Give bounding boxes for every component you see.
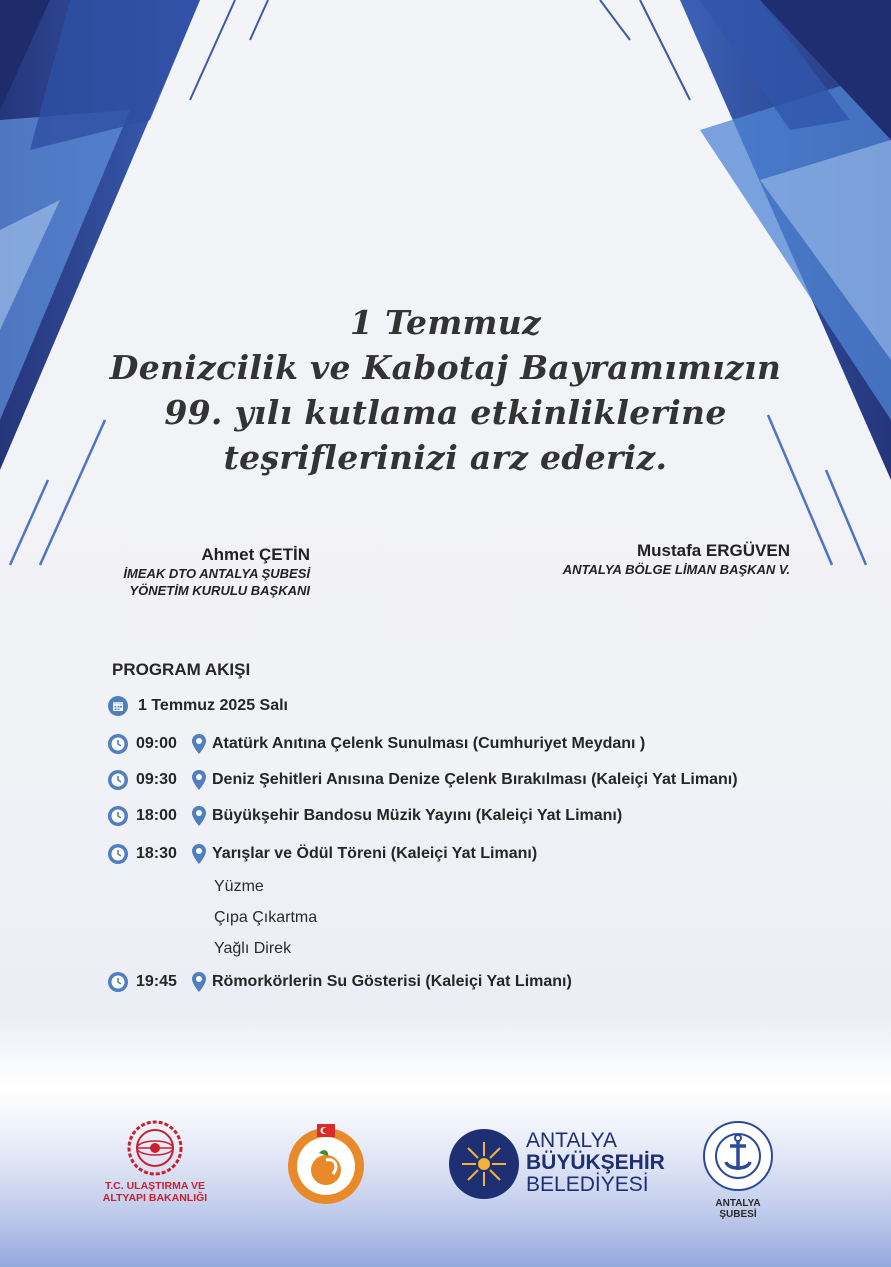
program-date: 1 Temmuz 2025 Salı (138, 697, 288, 714)
chamber-logo (700, 1120, 776, 1220)
program-date-row (108, 695, 288, 717)
clock-icon (108, 734, 128, 754)
municipality-name-line3: BELEDİYESİ (526, 1173, 649, 1196)
municipality-name-line1: ANTALYA (526, 1129, 618, 1152)
program-event (108, 733, 645, 755)
signatory-title: YÖNETİM KURULU BAŞKANI (129, 583, 310, 598)
invitation-headline (60, 300, 831, 480)
municipality-logo (448, 1128, 668, 1200)
event-time: 18:00 (136, 807, 177, 824)
governorship-logo (283, 1120, 369, 1206)
event-description: Büyükşehir Bandosu Müzik Yayını (Kaleiçi Yat Limanı) (212, 807, 623, 824)
event-time: 09:00 (136, 735, 177, 752)
governorship-emblem-icon (283, 1120, 369, 1206)
signatory-right (520, 541, 790, 578)
event-description: Atatürk Anıtına Çelenk Sunulması (Cumhuriyet Meydanı ) (212, 735, 646, 752)
event-description: Yarışlar ve Ödül Töreni (Kaleiçi Yat Limanı) (212, 845, 538, 862)
anchor-seal-icon (702, 1120, 774, 1192)
ministry-name-line1: T.C. ULAŞTIRMA VE (105, 1180, 205, 1192)
signatory-name: Ahmet ÇETİN (201, 545, 310, 564)
location-pin-icon (192, 844, 206, 864)
signatory-name: Mustafa ERGÜVEN (636, 541, 790, 560)
headline-line-1: 1 Temmuz (349, 303, 542, 342)
event-description: Römorkörlerin Su Gösterisi (Kaleiçi Yat Limanı) (212, 973, 572, 990)
sun-emblem-icon (448, 1128, 520, 1200)
program-title: PROGRAM AKIŞI (112, 660, 251, 679)
sub-event: Yağlı Direk (214, 940, 292, 957)
clock-icon (108, 972, 128, 992)
calendar-icon (108, 696, 128, 716)
headline-line-4: teşriflerinizi arz ederiz. (223, 438, 668, 477)
location-pin-icon (192, 770, 206, 790)
signatory-title: İMEAK DTO ANTALYA ŞUBESİ (123, 566, 310, 581)
program-event (108, 769, 738, 791)
clock-icon (108, 770, 128, 790)
headline-line-3: 99. yılı kutlama etkinliklerine (164, 393, 727, 432)
event-time: 18:30 (136, 845, 177, 862)
program-event (108, 843, 537, 865)
location-pin-icon (192, 806, 206, 826)
event-description: Deniz Şehitleri Anısına Denize Çelenk Bırakılması (Kaleiçi Yat Limanı) (212, 771, 738, 788)
ministry-name-line2: ALTYAPI BAKANLIĞI (102, 1192, 208, 1204)
municipality-name-line2: BÜYÜKŞEHİR (526, 1151, 665, 1174)
signatory-left (110, 545, 310, 599)
ministry-logo (95, 1120, 215, 1204)
program-event (108, 805, 622, 827)
signatory-title: ANTALYA BÖLGE LİMAN BAŞKAN V. (562, 562, 790, 577)
headline-line-2: Denizcilik ve Kabotaj Bayramımızın (109, 348, 782, 387)
location-pin-icon (192, 972, 206, 992)
event-time: 09:30 (136, 771, 177, 788)
location-pin-icon (192, 734, 206, 754)
event-time: 19:45 (136, 973, 177, 990)
clock-icon (108, 806, 128, 826)
program-event (108, 971, 572, 993)
chamber-caption: ANTALYA ŞUBESİ (715, 1198, 761, 1220)
ministry-emblem-icon (127, 1120, 183, 1176)
clock-icon (108, 844, 128, 864)
sub-event: Yüzme (214, 878, 264, 895)
sub-event: Çıpa Çıkartma (214, 909, 318, 926)
